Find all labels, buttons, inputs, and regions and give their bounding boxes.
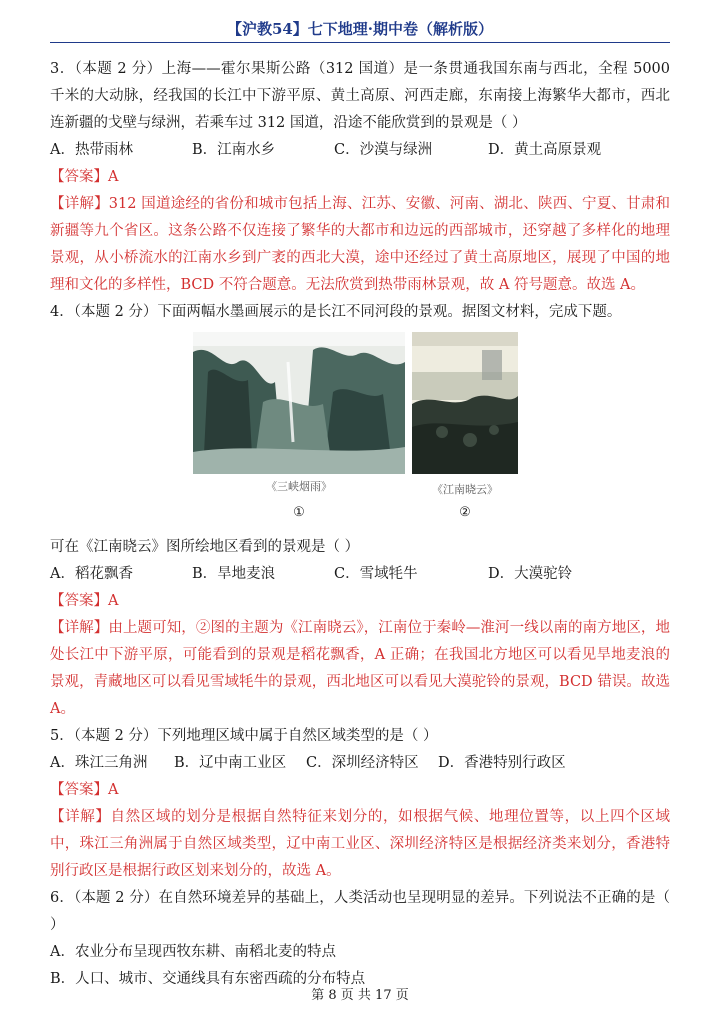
q3-detail: 【详解】312 国道途经的省份和城市包括上海、江苏、安徽、河南、湖北、陕西、宁夏、甘肃和新疆等九个省区。这条公路不仅连接了繁华的大都市和边远的西部城市，还穿越了多样化的地理景观，从小桥流水的江南水乡到广袤的西北大漠，途中还经过了黄土高原地区，展现了中国的地理和文化的多样性，BCD 不符合题意。无法欣赏到热带雨林景观，故 A 符号题意。故选 A。	[50, 196, 670, 293]
q4-stem: 4．（本题 2 分）下面两幅水墨画展示的是长江不同河段的景观。据图文材料，完成下题。	[50, 304, 622, 320]
q4-figures	[50, 330, 670, 528]
figure2-number: ②	[459, 505, 471, 520]
q4-answer: 【答案】A	[50, 593, 119, 609]
q3-options	[50, 137, 670, 164]
q5-option-c: C．深圳经济特区	[306, 755, 419, 771]
q4-option-b: B．旱地麦浪	[192, 566, 276, 582]
q4-sub-stem: 可在《江南晓云》图所绘地区看到的景观是（ ）	[50, 539, 360, 555]
page-content	[50, 56, 670, 993]
q4-option-c: C．雪域牦牛	[334, 566, 418, 582]
page-number: 第 8 页 共 17 页	[311, 988, 409, 1003]
q3-answer: 【答案】A	[50, 169, 119, 185]
figure2-caption: 《江南晓云》	[432, 483, 498, 496]
header-divider	[50, 42, 670, 43]
q4-detail: 【详解】由上题可知，②图的主题为《江南晓云》，江南位于秦岭—淮河一线以南的南方地区，地处长江中下游平原，可能看到的景观是稻花飘香，A 正确；在我国北方地区可以看见旱地麦浪的景观，青藏地区可以看见雪域牦牛的景观，西北地区可以看见大漠驼铃的景观，BCD 错误。故选 A。	[50, 620, 670, 717]
q3-option-b: B．江南水乡	[192, 142, 276, 158]
q4-options	[50, 561, 670, 588]
q3-option-a: A．热带雨林	[50, 142, 133, 158]
q6-option-a: A．农业分布呈现西牧东耕、南稻北麦的特点	[50, 944, 336, 960]
jiangnan-dawn-painting	[412, 332, 518, 474]
three-gorges-painting	[193, 332, 405, 474]
q4-option-a: A．稻花飘香	[50, 566, 133, 582]
q5-stem: 5．（本题 2 分）下列地理区域中属于自然区域类型的是（ ）	[50, 728, 438, 744]
document-header: 【沪教54】七下地理·期中卷（解析版）	[226, 20, 494, 38]
figure1-number: ①	[293, 505, 305, 520]
q6-option-b: B．人口、城市、交通线具有东密西疏的分布特点	[50, 971, 366, 987]
q5-option-b: B．辽中南工业区	[174, 755, 287, 771]
q5-answer: 【答案】A	[50, 782, 119, 798]
q3-option-c: C．沙漠与绿洲	[334, 142, 433, 158]
q3-option-d: D．黄土高原景观	[488, 142, 602, 158]
q5-options	[50, 750, 670, 777]
q6-stem: 6．（本题 2 分）在自然环境差异的基础上，人类活动也呈现明显的差异。下列说法不正确的是（ ）	[50, 890, 670, 933]
q5-option-a: A．珠江三角洲	[50, 755, 148, 771]
q5-option-d: D．香港特别行政区	[438, 755, 566, 771]
q5-detail: 【详解】自然区域的划分是根据自然特征来划分的，如根据气候、地理位置等，以上四个区域中，珠江三角洲属于自然区域类型，辽中南工业区、深圳经济特区是根据经济类来划分，香港特别行政区是根据行政区划来划分的，故选 A。	[50, 809, 670, 879]
q3-stem: 3．（本题 2 分）上海——霍尔果斯公路（312 国道）是一条贯通我国东南与西北，全程 5000 千米的大动脉，经我国的长江中下游平原、黄土高原、河西走廊，东南接上海繁华大都市，西北连新疆的戈壁与绿洲，若乘车过 312 国道，沿途不能欣赏到的景观是（ ）	[50, 61, 670, 131]
q4-option-d: D．大漠驼铃	[488, 566, 573, 582]
figure1-caption: 《三峡烟雨》	[266, 480, 332, 493]
